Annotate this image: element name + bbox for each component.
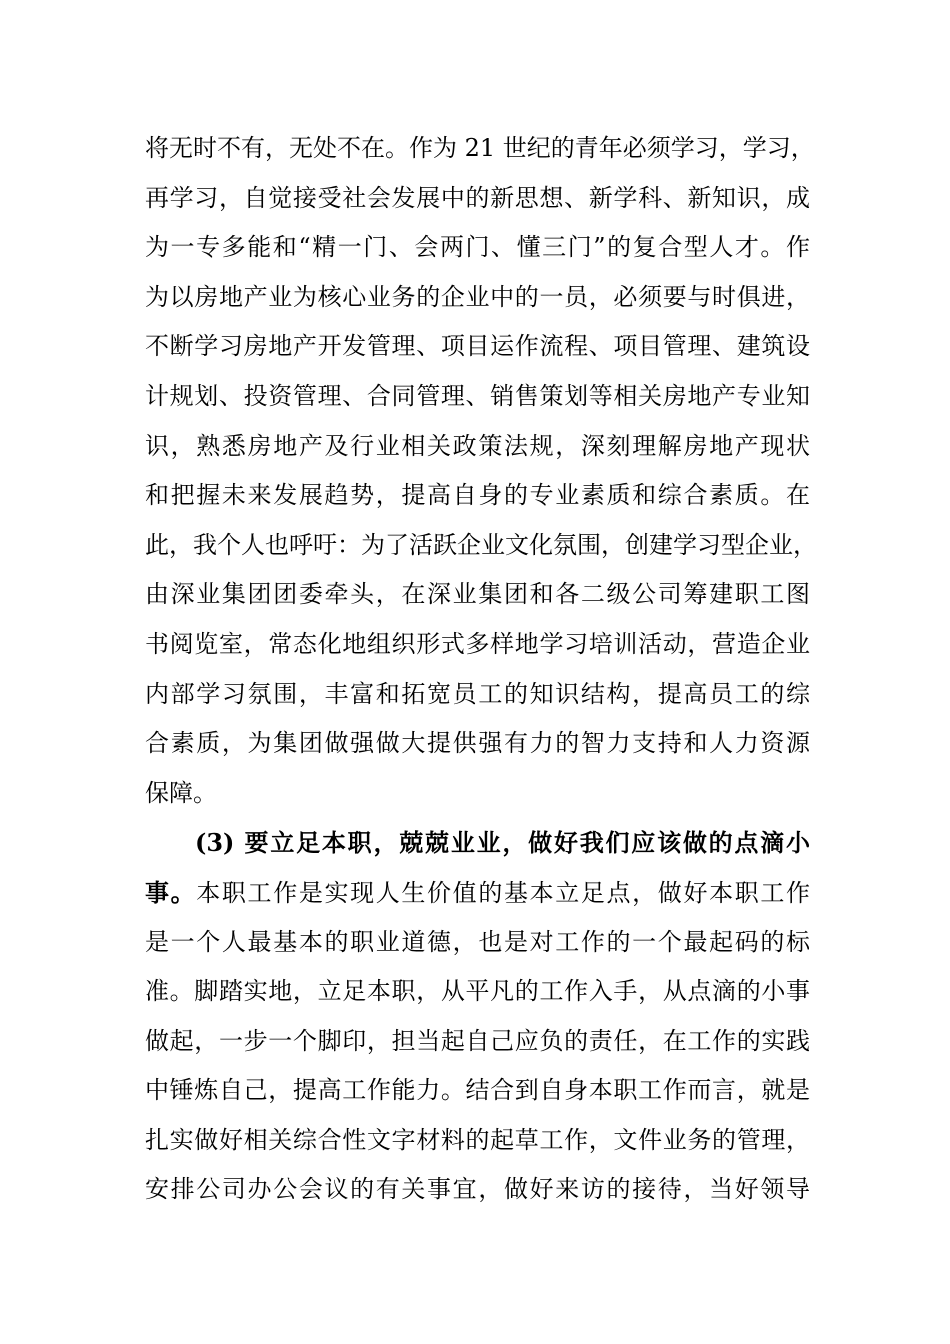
text-line: 和把握未来发展趋势，提高自身的专业素质和综合素质。在 — [145, 481, 810, 510]
text-line: 合素质，为集团做强做大提供强有力的智力支持和人力资源 — [145, 729, 810, 758]
text-line: 为一专多能和“精一门、会两门、懂三门”的复合型人才。作 — [145, 233, 810, 262]
text-line — [145, 868, 810, 918]
text-line: 为以房地产业为核心业务的企业中的一员，必须要与时俱进， — [145, 282, 810, 311]
text-line: 安排公司办公会议的有关事宜，做好来访的接待，当好领导 — [145, 1175, 810, 1204]
text-line: 此，我个人也呼吁：为了活跃企业文化氛围，创建学习型企业， — [145, 530, 817, 559]
section-heading-tail: 事。 — [145, 877, 197, 907]
text-line: 再学习，自觉接受社会发展中的新思想、新学科、新知识，成 — [145, 183, 810, 212]
text-line: 将无时不有，无处不在。作为 21 世纪的青年必须学习，学习， — [145, 134, 815, 162]
text-line-rest: 本职工作是实现人生价值的基本立足点，做好本职工作 — [196, 878, 810, 907]
section-heading: (3) 要立足本职，兢兢业业，做好我们应该做的点滴小 — [195, 828, 810, 858]
text-line: 准。脚踏实地，立足本职，从平凡的工作入手，从点滴的小事 — [145, 977, 810, 1006]
text-line: 扎实做好相关综合性文字材料的起草工作，文件业务的管理， — [145, 1125, 810, 1154]
text-line: 是一个人最基本的职业道德，也是对工作的一个最起码的标 — [145, 927, 810, 956]
text-line: 中锤炼自己，提高工作能力。结合到自身本职工作而言，就是 — [145, 1076, 810, 1105]
body-text — [145, 124, 817, 1215]
text-line: 做起，一步一个脚印，担当起自己应负的责任，在工作的实践 — [145, 1026, 810, 1055]
text-line: 识，熟悉房地产及行业相关政策法规，深刻理解房地产现状 — [145, 431, 810, 460]
text-line: 计规划、投资管理、合同管理、销售策划等相关房地产专业知 — [145, 381, 810, 410]
text-line: 内部学习氛围，丰富和拓宽员工的知识结构，提高员工的综 — [145, 679, 810, 708]
text-line: 保障。 — [145, 778, 217, 807]
text-line: 由深业集团团委牵头，在深业集团和各二级公司筹建职工图 — [145, 580, 810, 609]
text-line: 不断学习房地产开发管理、项目运作流程、项目管理、建筑设 — [145, 332, 810, 361]
text-line: 书阅览室，常态化地组织形式多样地学习培训活动，营造企业 — [145, 629, 810, 658]
